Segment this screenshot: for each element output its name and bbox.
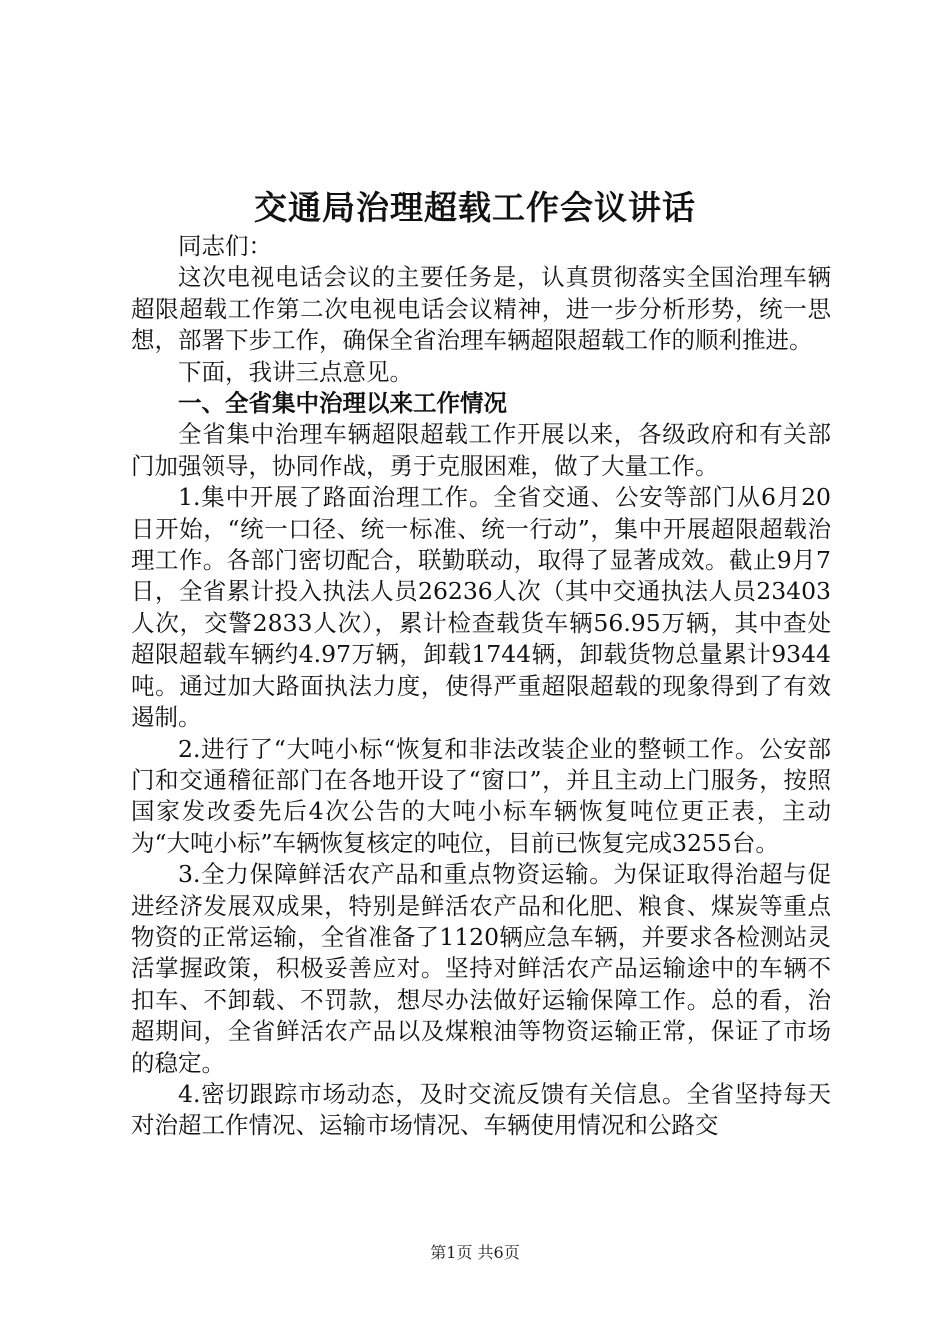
paragraph-section-1-intro: 全省集中治理车辆超限超载工作开展以来，各级政府和有关部门加强领导，协同作战，勇于克服困难，做了大量工作。 — [131, 420, 831, 480]
section-heading-1: 一、全省集中治理以来工作情况 — [178, 389, 507, 418]
document-body — [131, 231, 831, 1142]
salutation: 同志们： — [178, 232, 272, 260]
document-title: 交通局治理超载工作会议讲话 — [254, 188, 696, 227]
paragraph-item-4: 4.密切跟踪市场动态，及时交流反馈有关信息。全省坚持每天对治超工作情况、运输市场情况、车辆使用情况和公路交 — [131, 1079, 831, 1140]
page-number-footer: 第1页 共6页 — [430, 1243, 520, 1262]
paragraph-intro: 这次电视电话会议的主要任务是，认真贯彻落实全国治理车辆超限超载工作第二次电视电话会议精神，进一步分析形势，统一思想，部署下步工作，确保全省治理车辆超限超载工作的顺利推进。 — [131, 263, 831, 355]
paragraph-item-1: 1.集中开展了路面治理工作。全省交通、公安等部门从6月20日开始，“统一口径、统一标准、统一行动”，集中开展超限超载治理工作。各部门密切配合，联勤联动，取得了显著成效。截止9月7日，全省累计投入执法人员26236人次（其中交通执法人员23403人次，交警2833人次），累计检查载货车辆56.95万辆，其中查处超限超载车辆约4.97万辆，卸载1744辆，卸载货物总量累计9344吨。通过加大路面执法力度，使得严重超限超载的现象得到了有效遏制。 — [131, 483, 831, 732]
paragraph-item-2: 2.进行了“大吨小标“恢复和非法改装企业的整顿工作。公安部门和交通稽征部门在各地开设了“窗口”，并且主动上门服务，按照国家发改委先后4次公告的大吨小标车辆恢复吨位更正表，主动为“大吨小标”车辆恢复核定的吨位，目前已恢复完成3255台。 — [131, 734, 831, 857]
paragraph-item-3: 3.全力保障鲜活农产品和重点物资运输。为保证取得治超与促进经济发展双成果，特别是鲜活农产品和化肥、粮食、煤炭等重点物资的正常运输，全省准备了1120辆应急车辆，并要求各检测站灵活掌握政策，积极妥善应对。坚持对鲜活农产品运输途中的车辆不扣车、不卸载、不罚款，想尽办法做好运输保障工作。总的看，治超期间，全省鲜活农产品以及煤粮油等物资运输正常，保证了市场的稳定。 — [131, 860, 831, 1077]
paragraph-outline: 下面，我讲三点意见。 — [178, 357, 413, 386]
